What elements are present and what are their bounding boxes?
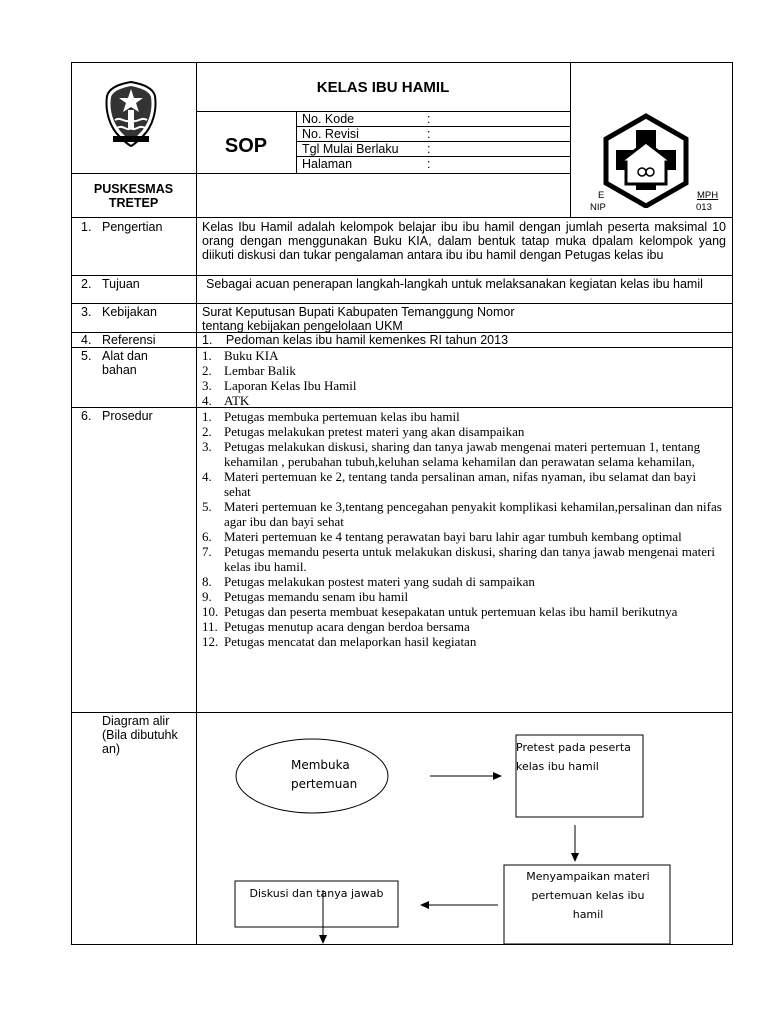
list-item-number: 1. xyxy=(202,333,213,347)
signature-name-start: E xyxy=(598,190,605,201)
pretest-node-label: Pretest pada peserta kelas ibu hamil xyxy=(516,741,631,773)
section-num-5: 5. xyxy=(81,349,92,363)
start-node-label: Membuka pertemuan xyxy=(291,758,358,791)
list-item-text: Petugas membuka pertemuan kelas ibu hamil xyxy=(224,409,460,424)
meta-label: No. Revisi xyxy=(302,127,359,141)
list-item-text: Materi pertemuan ke 2, tentang tanda persalinan aman, nifas nyaman, ibu selamat dan bayi sehat xyxy=(224,469,697,499)
meta-row-halaman xyxy=(302,157,352,171)
list-item-text: Materi pertemuan ke 4 tentang perawatan bayi baru lahir agar tumbuh kembang optimal xyxy=(224,529,682,544)
list-item: 7. Petugas memandu peserta untuk melakukan diskusi, sharing dan tanya jawab mengenai materi kelas ibu hamil. xyxy=(202,544,715,574)
section-divider-3 xyxy=(71,303,733,304)
list-item: 3. Petugas melakukan diskusi, sharing dan tanya jawab mengenai materi pertemuan 1, tentang kehamilan , perubahan tubuh,keluhan selama kehamilan dan perawatan selama kehamilan, xyxy=(202,439,701,469)
arrowhead xyxy=(493,772,502,780)
section-label-pengertian: Pengertian xyxy=(102,220,163,234)
section-num-2: 2. xyxy=(81,277,92,291)
list-item: 9. Petugas memandu senam ibu hamil xyxy=(202,589,409,604)
alat-list xyxy=(202,348,726,408)
diskusi-node-label: Diskusi dan tanya jawab xyxy=(249,887,384,900)
list-item-text: Buku KIA xyxy=(224,348,279,363)
list-item: 4. Materi pertemuan ke 2, tentang tanda persalinan aman, nifas nyaman, ibu selamat dan bayi sehat xyxy=(202,469,697,499)
signature-name-end: MPH xyxy=(697,190,719,201)
list-item-text: Lembar Balik xyxy=(224,363,296,378)
section-text-tujuan: Sebagai acuan penerapan langkah-langkah untuk melaksanakan kegiatan kelas ibu hamil xyxy=(206,277,703,291)
list-item-text: Petugas mencatat dan melaporkan hasil kegiatan xyxy=(224,634,477,649)
list-item: 12. Petugas mencatat dan melaporkan hasil kegiatan xyxy=(202,634,477,649)
meta-sep: : xyxy=(427,112,431,126)
diagram-label: Diagram alir (Bila dibutuhk an) xyxy=(102,714,178,756)
list-item: 4. ATK xyxy=(202,393,250,408)
meta-label: No. Kode xyxy=(302,112,355,126)
org-row-top xyxy=(71,173,570,174)
list-item-text: Materi pertemuan ke 3,tentang pencegahan penyakit komplikasi kehamilan,persalinan dan nifas agar ibu dan bayi sehat xyxy=(224,499,722,529)
section-num-1: 1. xyxy=(81,220,92,234)
document-title: KELAS IBU HAMIL xyxy=(316,79,450,96)
list-item: 1. Buku KIA xyxy=(202,348,279,363)
puskesmas-logo-icon xyxy=(598,112,694,208)
meta-sep: : xyxy=(427,127,431,141)
organization-name: PUSKESMAS TRETEP xyxy=(93,182,174,210)
sop-meta-divider xyxy=(296,111,297,173)
meta-sep: : xyxy=(427,157,431,171)
table-top-border xyxy=(71,62,733,63)
sop-label: SOP xyxy=(224,135,268,157)
meta-row-revisi xyxy=(302,127,359,141)
list-item-text: Petugas memandu senam ibu hamil xyxy=(224,589,409,604)
table-right-border xyxy=(732,62,733,944)
prosedur-list xyxy=(202,409,724,649)
list-item: 10. Petugas dan peserta membuat kesepakatan untuk pertemuan kelas ibu hamil berikutnya xyxy=(202,604,678,619)
arrowhead xyxy=(319,935,327,944)
list-item-text: Petugas dan peserta membuat kesepakatan untuk pertemuan kelas ibu hamil berikutnya xyxy=(224,604,678,619)
list-item: 8. Petugas melakukan postest materi yang sudah di sampaikan xyxy=(202,574,535,589)
regency-emblem-icon xyxy=(103,80,159,148)
meta-sep: : xyxy=(427,142,431,156)
signature-nip: NIP xyxy=(590,202,606,213)
list-item: 5. Materi pertemuan ke 3,tentang pencegahan penyakit komplikasi kehamilan,persalinan dan nifas agar ibu dan bayi sehat xyxy=(202,499,722,529)
arrowhead xyxy=(571,853,579,862)
section-label-tujuan: Tujuan xyxy=(102,277,140,291)
referensi-list xyxy=(202,333,726,347)
list-item: 2. Petugas melakukan pretest materi yang akan disampaikan xyxy=(202,424,525,439)
section-label-kebijakan: Kebijakan xyxy=(102,305,157,319)
list-item-text: Petugas melakukan diskusi, sharing dan tanya jawab mengenai materi pertemuan 1, tentang kehamilan , perubahan tubuh,keluhan selama kehamilan dan perawatan selama kehamilan, xyxy=(224,439,701,469)
arrowhead xyxy=(420,901,429,909)
section-text-kebijakan: Surat Keputusan Bupati Kabupaten Temanggung Nomor tentang kebijakan pengelolaan UKM xyxy=(202,305,515,333)
header-right-divider xyxy=(570,62,571,217)
meta-row-kode xyxy=(302,112,354,126)
materi-node-label: Menyampaikan materi pertemuan kelas ibu hamil xyxy=(526,870,650,921)
list-item-text: Laporan Kelas Ibu Hamil xyxy=(224,378,357,393)
section-num-6: 6. xyxy=(81,409,92,423)
section-text-pengertian: Kelas Ibu Hamil adalah kelompok belajar ibu ibu hamil dengan jumlah peserta maksimal 10 orang dengan menggunakan Buku KIA, dalam bentuk tatap muka dpalam kelompok yang diikuti diskusi dan tukar pengalaman antara ibu ibu hamil dengan Petugas kelas ibu xyxy=(202,220,726,262)
section-num-4: 4. xyxy=(81,333,92,347)
section-label-alat: Alat dan bahan xyxy=(102,349,148,377)
meta-row-tgl xyxy=(302,142,399,156)
list-item-text: Petugas menutup acara dengan berdoa bersama xyxy=(224,619,470,634)
section-label-referensi: Referensi xyxy=(102,333,156,347)
list-item: 2. Lembar Balik xyxy=(202,363,296,378)
title-row-divider xyxy=(196,111,570,112)
section-label-prosedur: Prosedur xyxy=(102,409,153,423)
list-item: 1. Petugas membuka pertemuan kelas ibu hamil xyxy=(202,409,460,424)
section-divider-2 xyxy=(71,275,733,276)
signature-nip-end: 013 xyxy=(696,202,712,213)
table-bottom-border xyxy=(71,944,733,945)
list-item-text: Petugas melakukan postest materi yang sudah di sampaikan xyxy=(224,574,535,589)
signature-name xyxy=(598,190,604,201)
section-divider-1 xyxy=(71,217,733,218)
list-item: 6. Materi pertemuan ke 4 tentang perawatan bayi baru lahir agar tumbuh kembang optimal xyxy=(202,529,682,544)
meta-label: Halaman xyxy=(302,157,353,171)
list-item-text: Petugas melakukan pretest materi yang akan disampaikan xyxy=(224,424,525,439)
list-item-text: Petugas memandu peserta untuk melakukan diskusi, sharing dan tanya jawab mengenai materi kelas ibu hamil. xyxy=(224,544,715,574)
list-item: Pedoman kelas ibu hamil kemenkes RI tahun 2013 xyxy=(225,333,509,347)
meta-label: Tgl Mulai Berlaku xyxy=(302,142,399,156)
list-item-text: ATK xyxy=(224,393,250,408)
section-num-3: 3. xyxy=(81,305,92,319)
list-item: 3. Laporan Kelas Ibu Hamil xyxy=(202,378,357,393)
list-item: 11. Petugas menutup acara dengan berdoa bersama xyxy=(202,619,470,634)
